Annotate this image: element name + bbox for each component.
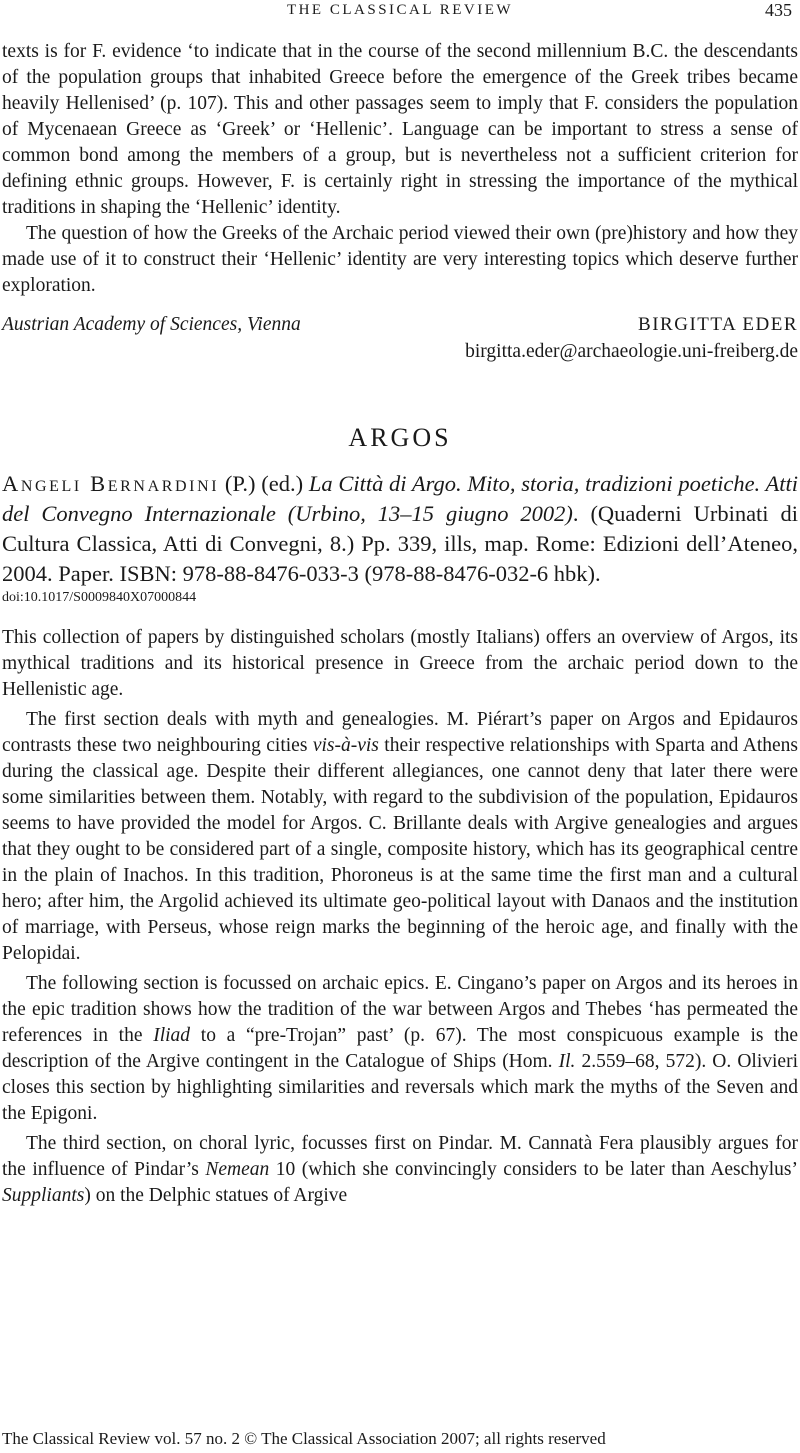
reviewer-affiliation: Austrian Academy of Sciences, Vienna [2,314,301,335]
citation-doi[interactable]: doi:10.1017/S0009840X07000844 [2,590,197,605]
previous-review-paragraph: texts is for F. evidence ‘to indicate that in the course of the second millennium B.C. the descendants of the population groups that inhabited Greece before the emergence of the Greek tribes became heavily Hellenised’ (p. 107). This and other passages seem to imply that F. considers the population of Mycenaean Greece as ‘Greek’ or ‘Hellenic’. Language can be important to stress a sense of common bond among the members of a group, but is nevertheless not a sufficient criterion for defining ethnic groups. However, F. is certainly right in stressing the importance of the mythical traditions in shaping the ‘Hellenic’ identity. [2,41,798,218]
section-title: ARGOS [348,423,452,452]
reviewer-signature [2,312,798,368]
book-citation [2,469,798,589]
review-paragraph: This collection of papers by distinguished scholars (mostly Italians) offers an overview of Argos, its mythical traditions and its historical presence in Greece from the archaic period down to the Hellenistic age. [2,627,798,700]
citation-details: . (Quaderni Urbinati di Cultura Classica, Atti di Convegni, 8.) Pp. 339, ills, map. Rome: Edizioni dell’Ateneo, 2004. Paper. ISBN: 978-88-8476-033-3 (978-88-8476-032-6 hbk). [2,501,798,586]
running-head [0,0,800,24]
page-number: 435 [765,0,792,20]
citation-editor-suffix: (P.) (ed.) [219,471,309,496]
copyright-footer: The Classical Review vol. 57 no. 2 © The Classical Association 2007; all rights reserved [2,1429,606,1448]
review-paragraph: The first section deals with myth and genealogies. M. Piérart’s paper on Argos and Epidauros contrasts these two neighbouring cities vis-à-vis their respective relationships with Sparta and Athens during the classical age. Despite their different allegiances, one cannot deny that later there were some similarities between them. Notably, with regard to the subdivision of the population, Epidauros seems to have provided the model for Argos. C. Brillante deals with Argive genealogies and argues that they ought to be considered part of a single, composite history, which has its geographical centre in the plain of Inachos. In this tradition, Phoroneus is at the same time the first man and a cultural hero; after him, the Argolid achieved its ultimate geo-political layout with Danaos and the institution of marriage, with Perseus, whose reign marks the beginning of the heroic age, and finally with the Pelopidai. [2,709,798,964]
review-text [2,625,798,1209]
citation-book-title: La Città di Argo. Mito, storia, tradizioni poetiche. Atti del Convegno Internazionale (Urbino, 13–15 giugno 2002) [2,471,798,526]
citation-editor: Angeli Bernardini [2,471,220,496]
reviewer-email[interactable]: birgitta.eder@archaeologie.uni-freiberg.de [465,341,798,362]
running-title: THE CLASSICAL REVIEW [286,2,514,18]
review-paragraph: The third section, on choral lyric, focusses first on Pindar. M. Cannatà Fera plausibly argues for the influence of Pindar’s Nemean 10 (which she convincingly considers to be later than Aeschylus’ Suppliants) on the Delphic statues of Argive [2,1133,798,1206]
review-paragraph: The following section is focussed on archaic epics. E. Cingano’s paper on Argos and its heroes in the epic tradition shows how the tradition of the war between Argos and Thebes ‘has permeated the references in the Iliad to a “pre-Trojan” past’ (p. 67). The most conspicuous example is the description of the Argive contingent in the Catalogue of Ships (Hom. Il. 2.559–68, 572). O. Olivieri closes this section by highlighting similarities and reversals which mark the myths of the Seven and the Epigoni. [2,973,798,1124]
page-body [2,39,798,1209]
reviewer-name: BIRGITTA EDER [638,314,798,335]
previous-review-paragraph: The question of how the Greeks of the Archaic period viewed their own (pre)history and how they made use of it to construct their ‘Hellenic’ identity are very interesting topics which deserve further exploration. [2,223,798,296]
